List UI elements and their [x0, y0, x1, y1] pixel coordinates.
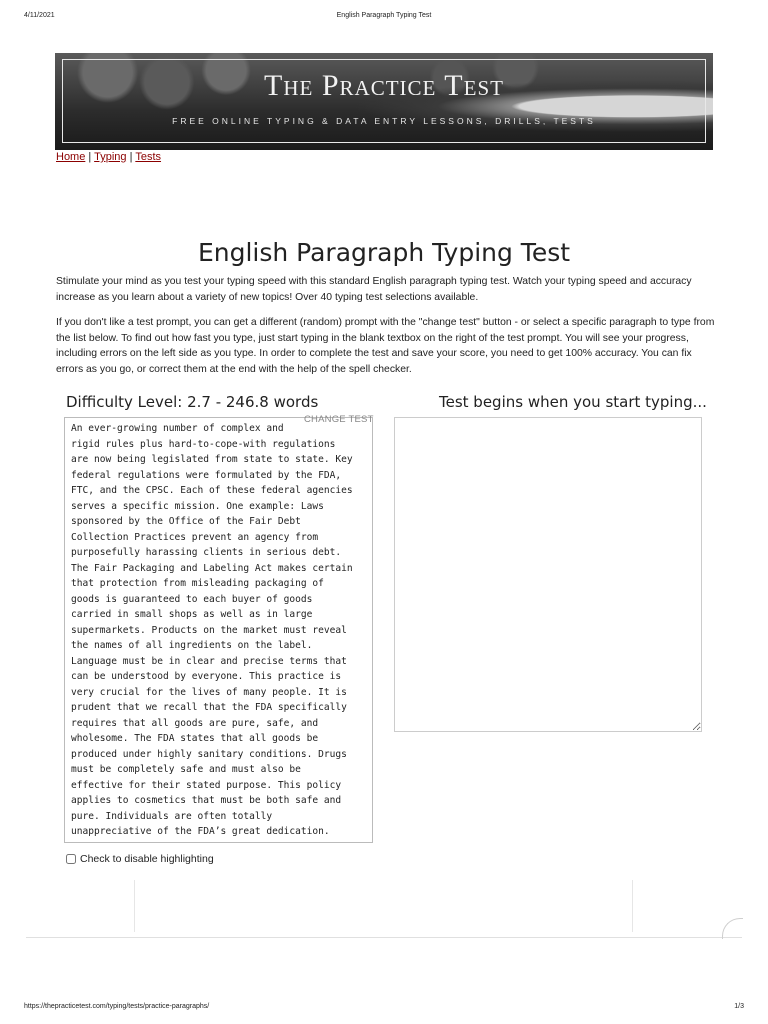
typing-input[interactable] — [394, 417, 702, 732]
print-footer — [0, 1003, 768, 1013]
disable-highlighting-label: Check to disable highlighting — [80, 853, 214, 865]
site-tagline: FREE ONLINE TYPING & DATA ENTRY LESSONS, DRILLS, TESTS — [172, 116, 596, 126]
divider — [632, 880, 633, 932]
divider — [134, 880, 135, 932]
breadcrumb-separator: | — [126, 151, 136, 163]
intro-paragraph-2: If you don't like a test prompt, you can get a different (random) prompt with the "change test" button - or select a specific paragraph to type from the list below. To find out how fast you type, just start typing in the blank textbox on the right of the test prompt. You will see your progress, including errors on the left side as you type. In order to complete the test and save your score, you need to get 100% accuracy. You can fix errors as you go, or correct them at the end with the help of the spell checker. — [56, 317, 715, 375]
print-url: https://thepracticetest.com/typing/tests/practice-paragraphs/ — [24, 1003, 210, 1010]
site-logo-text: The Practice Test — [264, 69, 504, 102]
breadcrumb-home-link[interactable]: Home — [56, 151, 86, 163]
difficulty-level: Difficulty Level: 2.7 - 246.8 words — [66, 393, 319, 411]
disable-highlighting-option[interactable] — [66, 853, 214, 865]
divider — [26, 937, 742, 938]
breadcrumb-typing-link[interactable]: Typing — [94, 151, 127, 163]
print-page-number: 1/3 — [734, 1003, 744, 1010]
print-header — [0, 12, 768, 22]
change-test-button[interactable]: CHANGE TEST — [304, 414, 374, 425]
site-banner[interactable] — [55, 53, 713, 150]
print-date: 4/11/2021 — [24, 12, 55, 19]
test-begins-label: Test begins when you start typing... — [439, 393, 707, 411]
disable-highlighting-checkbox[interactable] — [66, 854, 76, 864]
breadcrumb-separator: | — [85, 151, 95, 163]
test-prompt-text: An ever-growing number of complex and rigid rules plus hard-to-cope-with regulations are now being legislated from state to state. Key federal regulations were formulated by the FDA, FTC, and the CPSC. Each of these federal agencies serves a specific mission. One example: Laws sponsored by the Office of the Fair Debt Collection Practices prevent an agency from purposefully harassing clients in serious debt. The Fair Packaging and Labeling Act makes certain that protection from misleading packaging of goods is guaranteed to each buyer of goods carried in small shops as well as in large supermarkets. Products on the market must reveal the names of all ingredients on the label. Language must be in clear and precise terms that can be understood by everyone. This practice is very crucial for the lives of many people. It is prudent that we recall that the FDA specifically requires that all goods are pure, safe, and wholesome. The FDA states that all goods be produced under highly sanitary conditions. Drugs must be completely safe and must also be effective for their stated purpose. This policy applies to cosmetics that must be both safe and pure. Individuals are often totally unappreciative of the FDA’s great dedication. — [71, 423, 353, 837]
breadcrumb — [56, 151, 161, 163]
print-title: English Paragraph Typing Test — [336, 12, 432, 19]
intro-paragraph-1: Stimulate your mind as you test your typing speed with this standard English paragraph typing test. Watch your typing speed and accuracy increase as you learn about a variety of new topics! Over 40 typing test selections available. — [56, 276, 692, 303]
page-title: English Paragraph Typing Test — [197, 238, 571, 267]
test-prompt-box — [64, 417, 373, 843]
breadcrumb-tests-link[interactable]: Tests — [135, 151, 162, 163]
corner-decoration — [722, 918, 743, 939]
